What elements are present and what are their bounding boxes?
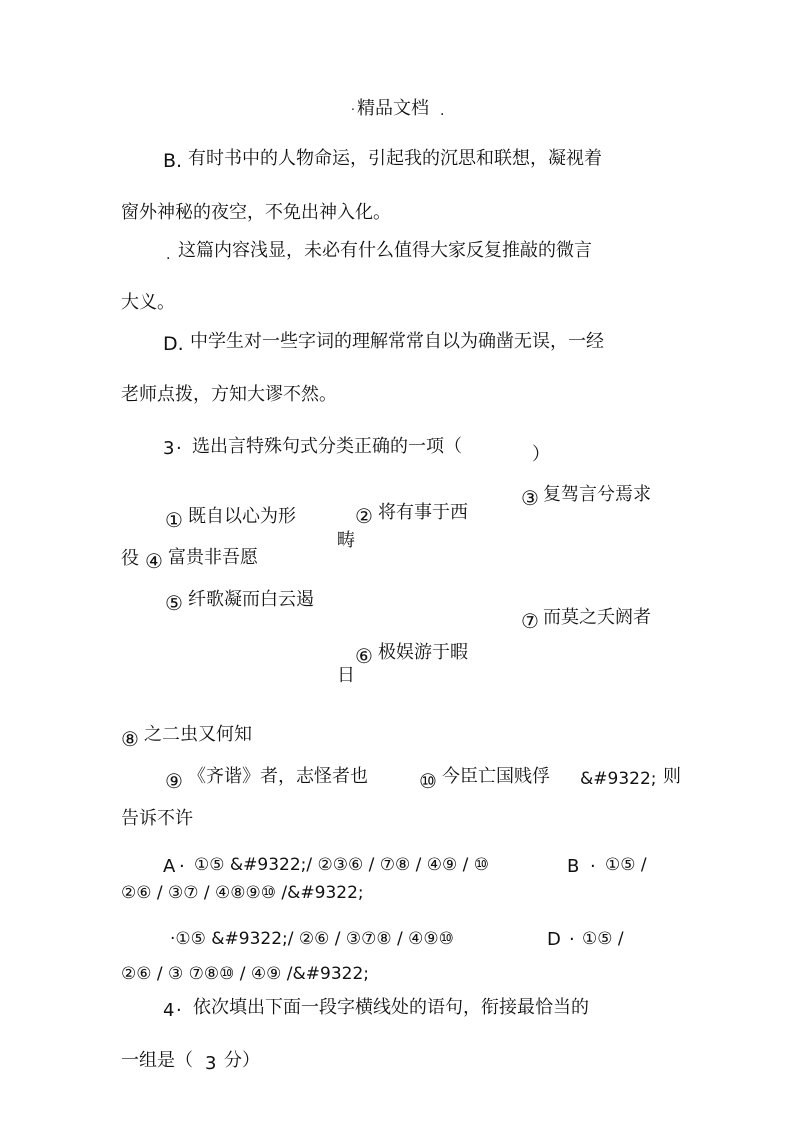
- item-1-text: 既自以心为形: [188, 506, 296, 527]
- answer-d-groups: ①⑤ /: [582, 929, 624, 949]
- item-9-number: ⑨: [165, 769, 183, 793]
- item-10-number: ⑩: [419, 769, 437, 793]
- header-dot-right: .: [440, 103, 445, 119]
- option-b-continuation: 窗外神秘的夜空，不免出神入化。: [121, 202, 391, 223]
- item-2-text: 将有事于西: [378, 502, 468, 523]
- item-3-number: ③: [521, 486, 539, 510]
- item-7-number: ⑦: [521, 609, 539, 633]
- item-3-text: 复驾言兮焉求: [543, 484, 651, 505]
- question-4-score-unit: 分）: [224, 1050, 260, 1071]
- option-d-text: 中学生对一些字词的理解常常自以为确凿无误，一经: [190, 331, 604, 352]
- answer-b-label: B: [567, 856, 580, 877]
- item-11-continuation: 告诉不许: [121, 808, 193, 829]
- answer-a-groups: ①⑤ &#9322;/ ②③⑥ / ⑦⑧ / ④⑨ / ⑩: [194, 855, 490, 875]
- option-b-text: 有时书中的人物命运，引起我的沉思和联想，凝视着: [188, 148, 602, 169]
- item-1-number: ①: [165, 508, 183, 532]
- answer-d-label: D: [547, 929, 561, 950]
- item-4-text: 富贵非吾愿: [168, 547, 258, 568]
- question-3-number: 3: [163, 438, 175, 459]
- item-10-text: 今臣亡国贱俘: [442, 766, 550, 787]
- answer-c-groups: ·①⑤ &#9322;/ ②⑥ / ③⑦⑧ / ④⑨⑩: [170, 929, 454, 949]
- item-6-number: ⑥: [355, 644, 373, 668]
- answer-b-separator: ·: [590, 856, 596, 877]
- item-2-tail: 畴: [337, 530, 355, 551]
- header-dot-left: .: [351, 99, 355, 113]
- item-8-text: 之二虫又何知: [144, 724, 252, 745]
- question-4-score: 3: [205, 1053, 217, 1074]
- option-b-label: B.: [163, 150, 183, 172]
- question-3-stem: 选出言特殊句式分类正确的一项（: [192, 436, 462, 457]
- option-d-continuation: 老师点拨，方知大谬不然。: [121, 384, 337, 405]
- item-4-number: ④: [145, 549, 163, 573]
- answer-d-separator: ·: [569, 929, 575, 950]
- item-1-tail: 役: [121, 548, 139, 569]
- item-2-number: ②: [355, 504, 373, 528]
- item-7-text: 而莫之夭阏者: [543, 607, 651, 628]
- answer-b-groups: ①⑤ /: [605, 855, 647, 875]
- option-c-continuation: 大义。: [121, 292, 175, 313]
- option-c-text: 这篇内容浅显，未必有什么值得大家反复推敲的微言: [178, 240, 592, 261]
- answer-a-label: A: [163, 856, 176, 877]
- question-4-separator: ·: [176, 1000, 182, 1021]
- page-title: 精品文档: [357, 98, 429, 119]
- option-d-label: D.: [163, 333, 184, 355]
- question-4-number: 4: [163, 1000, 175, 1021]
- item-8-number: ⑧: [121, 727, 139, 751]
- question-3-separator: ·: [176, 438, 182, 459]
- answer-d-groups-continuation: ②⑥ / ③ ⑦⑧⑩ / ④⑨ /&#9322;: [121, 964, 370, 984]
- question-4-continuation: 一组是（: [121, 1050, 193, 1071]
- option-c-label: .: [166, 247, 171, 263]
- item-11-number: &#9322;: [580, 769, 657, 789]
- item-9-text: 《齐谐》者，志怪者也: [188, 766, 368, 787]
- answer-b-groups-continuation: ②⑥ / ③⑦ / ④⑧⑨⑩ /&#9322;: [121, 883, 364, 903]
- item-5-text: 纤歌凝而白云遏: [188, 589, 314, 610]
- item-6-text: 极娱游于暇: [378, 642, 468, 663]
- question-3-close-paren: ）: [532, 444, 550, 465]
- answer-a-separator: ·: [179, 856, 185, 877]
- item-5-number: ⑤: [165, 591, 183, 615]
- item-6-tail: 日: [337, 665, 355, 686]
- question-4-stem: 依次填出下面一段字横线处的语句，衔接最恰当的: [193, 997, 589, 1018]
- item-11-text: 则: [663, 766, 681, 787]
